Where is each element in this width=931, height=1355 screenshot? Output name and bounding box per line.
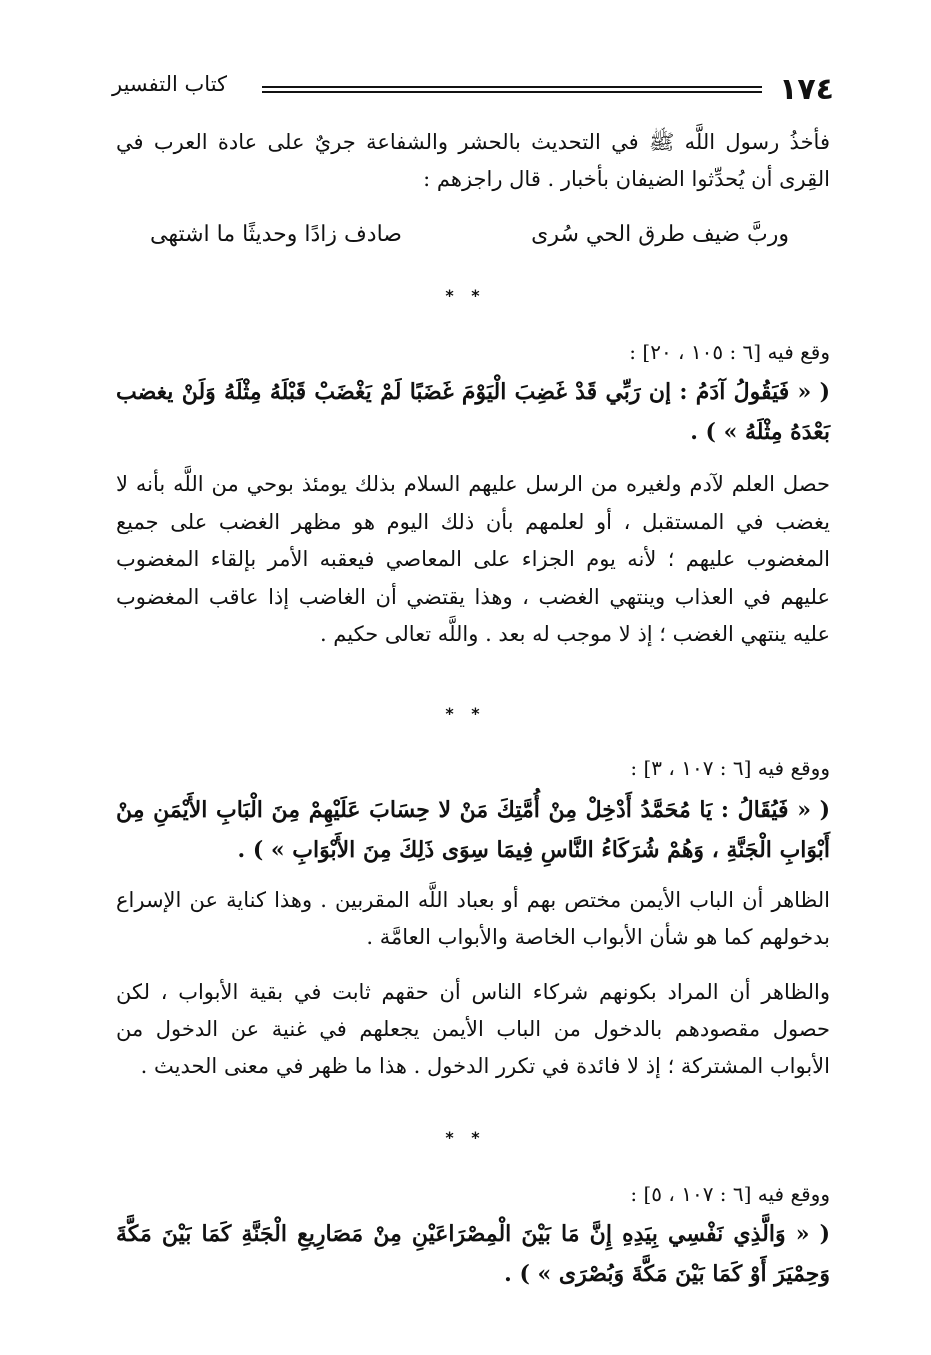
hadith-quote: ( « وَالَّذِي نَفْسِي بِيَدِهِ إِنَّ مَا بَيْنَ الْمِصْرَاعَيْنِ مِنْ مَصَارِيعِ الْجَنَّةِ كَمَا بَيْنَ مَكَّةَ وَحِمْيَرَ أَوْ كَمَا بَيْنَ مَكَّةَ وَبُصْرَى » ) . — [116, 1221, 830, 1287]
page-number: ١٧٤ — [779, 72, 834, 107]
intro-paragraph: فأخذُ رسول اللَّه ﷺ في التحديث بالحشر والشفاعة جريٌ على عادة العرب في القِرى أن يُحدِّثوا الضيفان بأخبار . قال راجزهم : — [116, 130, 830, 191]
commentary-paragraph: والظاهر أن المراد بكونهم شركاء الناس أن حقهم ثابت في بقية الأبواب ، لكن حصول مقصودهم بالدخول من الباب الأيمن يجعلهم في غنية عن الدخول من الأبواب المشتركة ؛ إذ لا فائدة في تكرر الدخول . هذا ما ظهر في معنى الحديث . — [116, 980, 830, 1078]
running-title: كتاب التفسير — [112, 72, 228, 96]
hadith-quote: ( « فَيَقُولُ آدَمُ : إن رَبِّي قَدْ غَضِبَ الْيَوْمَ غَضَبًا لَمْ يَغْضَبْ قَبْلَهُ مِثْلَهُ وَلَنْ يغضب بَعْدَهُ مِثْلَهُ » ) . — [116, 379, 830, 445]
hadith-quote: ( « فَيُقَالُ : يَا مُحَمَّدُ أَدْخِلْ مِنْ أُمَّتِكَ مَنْ لا حِسَابَ عَلَيْهِمْ مِنَ الْبَابِ الأَيْمَنِ مِنْ أَبْوَابِ الْجَنَّةِ ، وَهُمْ شُرَكَاءُ النَّاسِ فِيمَا سِوَى ذَلِكَ مِنَ الأَبْوَابِ » ) . — [116, 797, 830, 863]
section-separator: * * — [445, 704, 486, 723]
section-separator: * * — [445, 286, 486, 305]
section-reference: وقع فيه [٦ : ١٠٥ ، ٢٠] : — [629, 340, 830, 364]
section-reference: ووقع فيه [٦ : ١٠٧ ، ٣] : — [630, 756, 830, 780]
section-separator: * * — [445, 1128, 486, 1147]
section-reference: ووقع فيه [٦ : ١٠٧ ، ٥] : — [630, 1182, 830, 1206]
commentary-paragraph: حصل العلم لآدم ولغيره من الرسل عليهم السلام بذلك يومئذ بوحي من اللَّه بأنه لا يغضب في المستقبل ، أو لعلمهم بأن ذلك اليوم هو مظهر الغضب على جميع المغضوب عليهم ؛ لأنه يوم الجزاء على المعاصي فيعقبه الأمر بإلقاء المغضوب عليهم في العذاب وينتهي الغضب ، وهذا يقتضي أن الغاضب إذا عاقب المغضوب عليه ينتهي الغضب ؛ إذ لا موجب له بعد . واللَّه تعالى حكيم . — [116, 472, 830, 646]
commentary-paragraph: الظاهر أن الباب الأيمن مختص بهم أو بعباد اللَّه المقربين . وهذا كناية عن الإسراع بدخولهم كما هو شأن الأبواب الخاصة والأبواب العامَّة . — [116, 888, 830, 949]
page-header — [112, 72, 834, 112]
verse-first-hemistich: وربَّ ضيف طرق الحي سُرى — [531, 222, 789, 247]
verse-second-hemistich: صادف زادًا وحديثًا ما اشتهى — [150, 222, 402, 247]
header-rule — [262, 86, 762, 93]
